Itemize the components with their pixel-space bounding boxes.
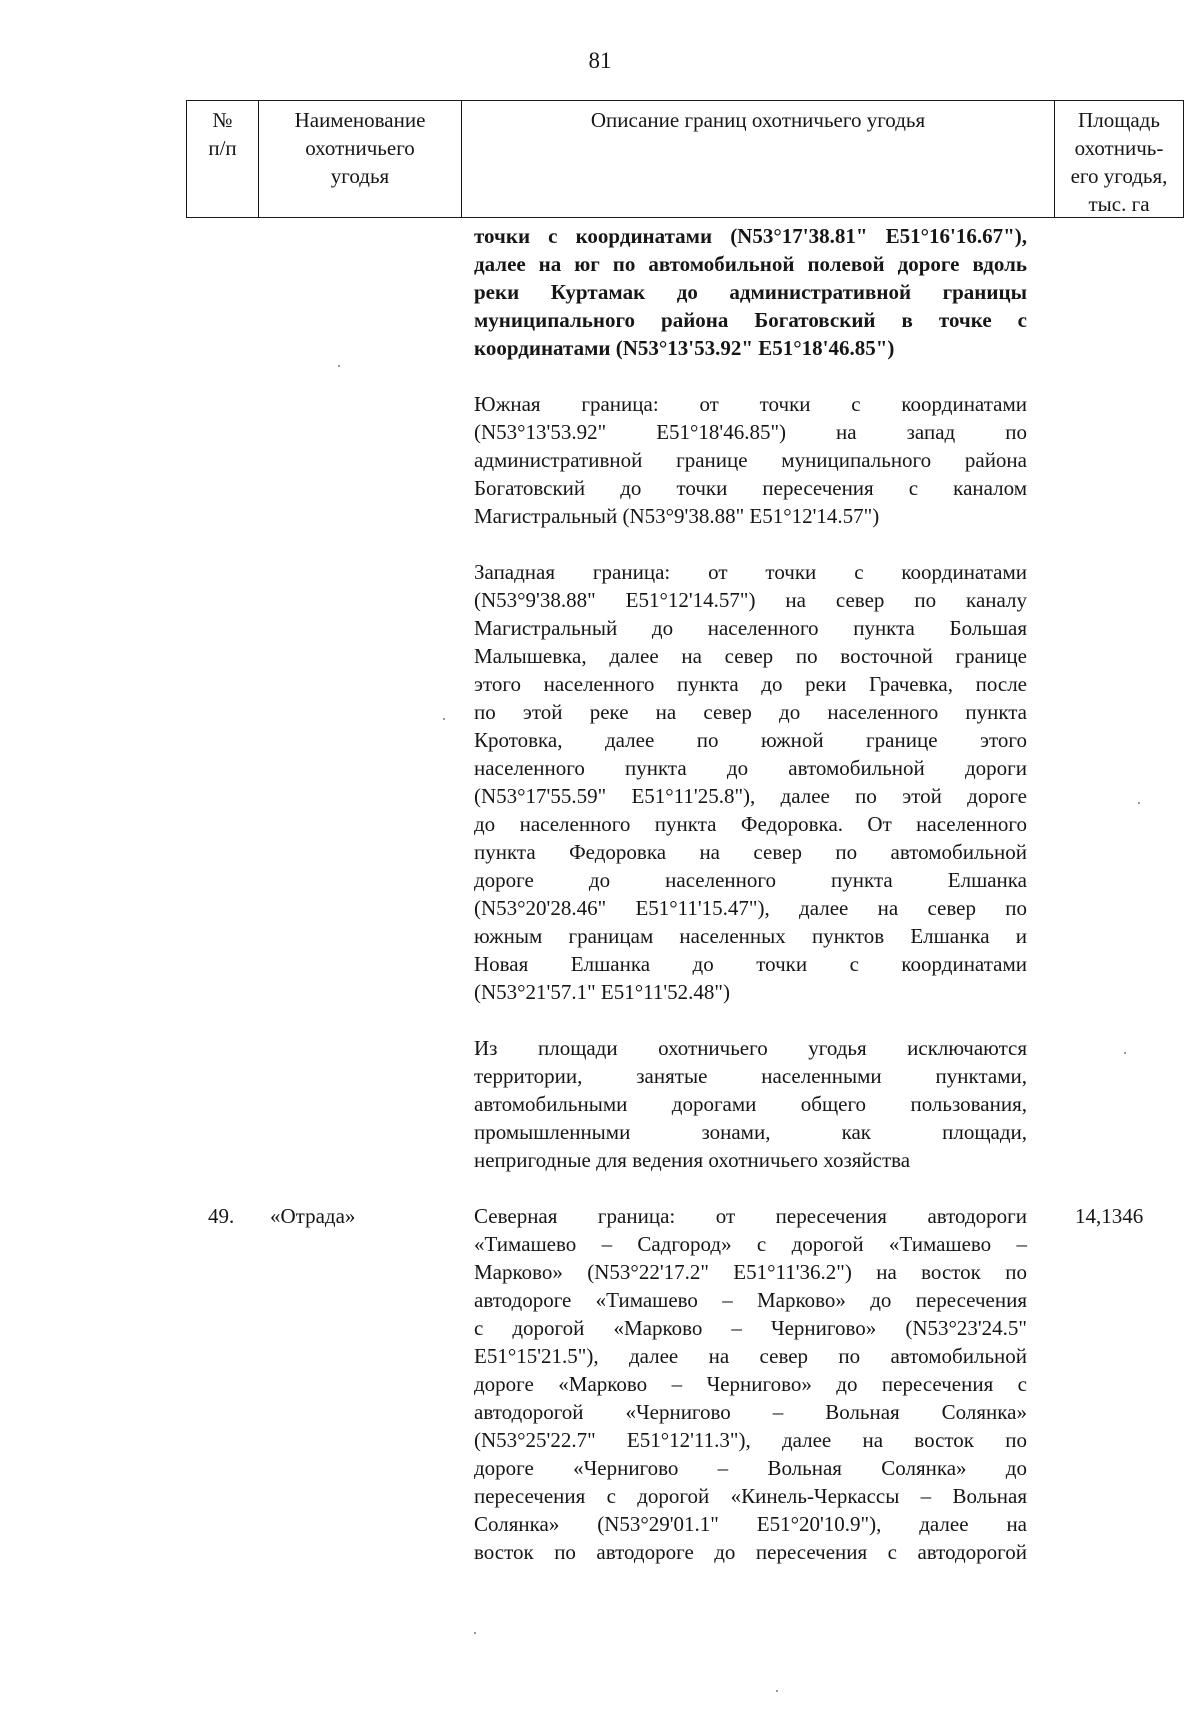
text-line: далее на юг по автомобильной полевой дороге вдоль — [474, 252, 1027, 276]
text-line: восток по автодороге до пересечения с автодорогой — [474, 1540, 1027, 1564]
header-col-area — [1055, 101, 1183, 217]
text-line: Новая Елшанка до точки с координатами — [474, 952, 1027, 976]
text-line: (N53°13'53.92" E51°18'46.85") на запад по — [474, 420, 1027, 444]
text-line: территории, занятые населенными пунктами, — [474, 1064, 1027, 1088]
text-line: Из площади охотничьего угодья исключаются — [474, 1036, 1027, 1060]
text-line: пункта Федоровка на север по автомобильной — [474, 840, 1027, 864]
text-line: реки Куртамак до административной границы — [474, 280, 1027, 304]
south-boundary — [474, 390, 1027, 530]
header-text: охотничьего — [305, 136, 415, 160]
text-line: (N53°25'22.7" E51°12'11.3"), далее на восток по — [474, 1428, 1027, 1452]
text-line: промышленными зонами, как площади, — [474, 1120, 1027, 1144]
header-text: п/п — [208, 136, 237, 160]
text-line: населенного пункта до автомобильной дороги — [474, 756, 1027, 780]
west-boundary — [474, 558, 1027, 1006]
text-line: дороге «Чернигово – Вольная Солянка» до — [474, 1456, 1027, 1480]
text-line: Малышевка, далее на север по восточной границе — [474, 644, 1027, 668]
text-line: (N53°21'57.1" E51°11'52.48") — [474, 980, 730, 1004]
page-number: 81 — [588, 48, 612, 73]
header-text: Описание границ охотничьего угодья — [590, 108, 926, 132]
text-line: Западная граница: от точки с координатами — [474, 560, 1027, 584]
text-line: (N53°17'55.59" E51°11'25.8"), далее по этой дороге — [474, 784, 1027, 808]
text-line: Кротовка, далее по южной границе этого — [474, 728, 1027, 752]
scan-speck — [776, 1690, 778, 1692]
text-line: муниципального района Богатовский в точке с — [474, 308, 1027, 332]
scan-speck — [1138, 802, 1140, 804]
header-text: его угодья, — [1070, 164, 1168, 188]
header-text: тыс. га — [1088, 192, 1150, 216]
row-number: 49. — [208, 1204, 235, 1228]
row-area: 14,1346 — [1075, 1204, 1144, 1228]
text-line: этого населенного пункта до реки Грачевка, после — [474, 672, 1027, 696]
header-text: Наименование — [294, 108, 426, 132]
north-boundary — [474, 1202, 1027, 1566]
header-text: Площадь — [1078, 108, 1160, 132]
east-boundary-continuation — [474, 222, 1027, 362]
text-line: по этой реке на север до населенного пункта — [474, 700, 1027, 724]
text-line: точки с координатами (N53°17'38.81" E51°16'16.67"), — [474, 224, 1027, 248]
text-line: Северная граница: от пересечения автодороги — [474, 1204, 1027, 1228]
text-line: E51°15'21.5"), далее на север по автомобильной — [474, 1344, 1027, 1368]
text-line: дороге до населенного пункта Елшанка — [474, 868, 1027, 892]
text-line: Южная граница: от точки с координатами — [474, 392, 1027, 416]
header-col-description — [462, 101, 1055, 217]
text-line: (N53°9'38.88" E51°12'14.57") на север по каналу — [474, 588, 1027, 612]
scan-speck — [1124, 1052, 1126, 1054]
text-line: пересечения с дорогой «Кинель-Черкассы – Вольная — [474, 1484, 1027, 1508]
text-line: до населенного пункта Федоровка. От населенного — [474, 812, 1027, 836]
exclusions-note — [474, 1034, 1027, 1174]
scan-speck — [338, 365, 340, 367]
text-line: Богатовский до точки пересечения с каналом — [474, 476, 1027, 500]
text-line: южным границам населенных пунктов Елшанка и — [474, 924, 1027, 948]
text-line: автомобильными дорогами общего пользования, — [474, 1092, 1027, 1116]
text-line: автодороге «Тимашево – Марково» до пересечения — [474, 1288, 1027, 1312]
header-text: охотничь- — [1074, 136, 1164, 160]
header-col-name — [259, 101, 462, 217]
scan-speck — [474, 1632, 476, 1634]
text-line: Солянка» (N53°29'01.1" E51°20'10.9"), далее на — [474, 1512, 1027, 1536]
row-name: «Отрада» — [270, 1204, 356, 1228]
text-line: (N53°20'28.46" E51°11'15.47"), далее на север по — [474, 896, 1027, 920]
text-line: «Тимашево – Садгород» с дорогой «Тимашево – — [474, 1232, 1027, 1256]
text-line: Магистральный (N53°9'38.88" E51°12'14.57") — [474, 504, 880, 528]
text-line: непригодные для ведения охотничьего хозяйства — [474, 1148, 911, 1172]
text-line: Марково» (N53°22'17.2" E51°11'36.2") на восток по — [474, 1260, 1027, 1284]
text-line: автодорогой «Чернигово – Вольная Солянка» — [474, 1400, 1027, 1424]
header-col-number — [187, 101, 259, 217]
text-line: с дорогой «Марково – Чернигово» (N53°23'24.5" — [474, 1316, 1027, 1340]
text-line: административной границе муниципального района — [474, 448, 1027, 472]
text-line: дороге «Марково – Чернигово» до пересечения с — [474, 1372, 1027, 1396]
scan-speck — [443, 718, 445, 720]
header-text: № — [212, 108, 233, 132]
text-line: Магистральный до населенного пункта Большая — [474, 616, 1027, 640]
header-text: угодья — [330, 164, 390, 188]
table-header — [186, 100, 1184, 218]
text-line: координатами (N53°13'53.92" E51°18'46.85") — [474, 336, 895, 360]
